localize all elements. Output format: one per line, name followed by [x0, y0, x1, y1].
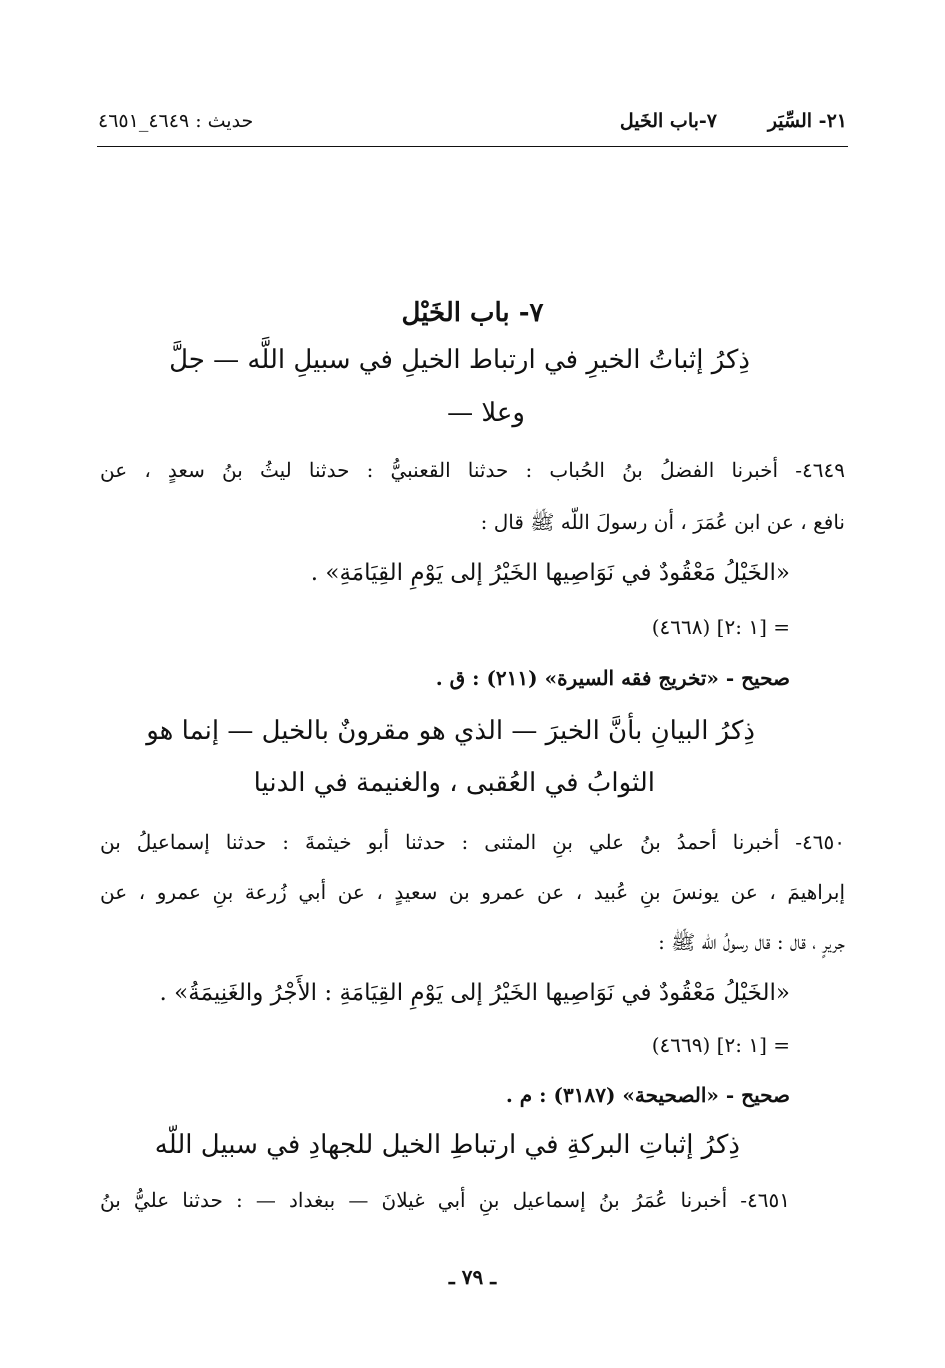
section-heading-line: ذِكرُ إثباتِ البركةِ في ارتباطِ الخيل للجهادِ في سبيل اللّه — [154, 1130, 740, 1160]
section-heading-line: ذِكرُ إثباتُ الخيرِ في ارتباط الخيلِ في سبيلِ اللَّه — جلَّ — [169, 345, 750, 375]
narration-line: جريرٍ ، قال : قال رسولُ اللّه ﷺ : — [658, 930, 845, 954]
running-header-hadith-range: حديث : ٤٦٤٩_٤٦٥١ — [98, 110, 254, 132]
running-header-chapter: ٧-باب الخَيل — [619, 110, 717, 132]
grading-note: صحيح - «تخريج فقه السيرة» (٢١١) : ق . — [435, 666, 790, 690]
header-divider — [97, 146, 848, 147]
narration-line: إبراهيمَ ، عن يونسَ بنِ عُبيد ، عن عمرو بن سعيدٍ ، عن أبي زُرعة بنِ عمرو ، عن — [100, 880, 845, 904]
chapter-title: ٧- باب الخَيْل — [401, 298, 544, 328]
section-heading-line: ذِكرُ البيانِ بأنَّ الخيرَ — الذي هو مقرونٌ بالخيل — إنما هو — [146, 716, 755, 746]
narration-line: ٤٦٤٩- أخبرنا الفضلُ بنُ الحُباب : حدثنا القعنبيُّ : حدثنا ليثُ بنُ سعدٍ ، عن — [100, 458, 845, 482]
page-number: ـ ٧٩ ـ — [448, 1265, 497, 1289]
section-heading-line: الثوابُ في العُقبى ، والغنيمة في الدنيا — [253, 768, 655, 798]
hadith-text: «الخَيْلُ مَعْقُودٌ في نَوَاصِيها الخَيْرُ إلى يَوْمِ القِيَامَةِ : الأَجْرُ والغَنِيمَةُ» . — [159, 980, 790, 1006]
grading-note: صحيح - «الصحيحة» (٣١٨٧) : م . — [505, 1083, 790, 1107]
narration-line: نافع ، عن ابن عُمَرَ ، أن رسولَ اللّه ﷺ قال : — [480, 510, 845, 534]
hadith-text: «الخَيْلُ مَعْقُودٌ في نَوَاصِيها الخَيْرُ إلى يَوْمِ القِيَامَةِ» . — [310, 560, 790, 586]
cross-reference: = [١ :٢] (٤٦٦٩) — [651, 1033, 790, 1057]
running-header-book: ٢١- السِّيَر — [767, 110, 847, 132]
narration-line: ٤٦٥١- أخبرنا عُمَرُ بنُ إسماعيل بنِ أبي غيلانَ — ببغداد — : حدثنا عليُّ بنُ — [100, 1188, 790, 1212]
section-heading-line: وعلا — — [447, 398, 525, 428]
cross-reference: = [١ :٢] (٤٦٦٨) — [651, 615, 790, 639]
narration-line: ٤٦٥٠- أخبرنا أحمدُ بنُ علي بنِ المثنى : حدثنا أبو خيثمةَ : حدثنا إسماعيلُ بن — [100, 830, 845, 854]
